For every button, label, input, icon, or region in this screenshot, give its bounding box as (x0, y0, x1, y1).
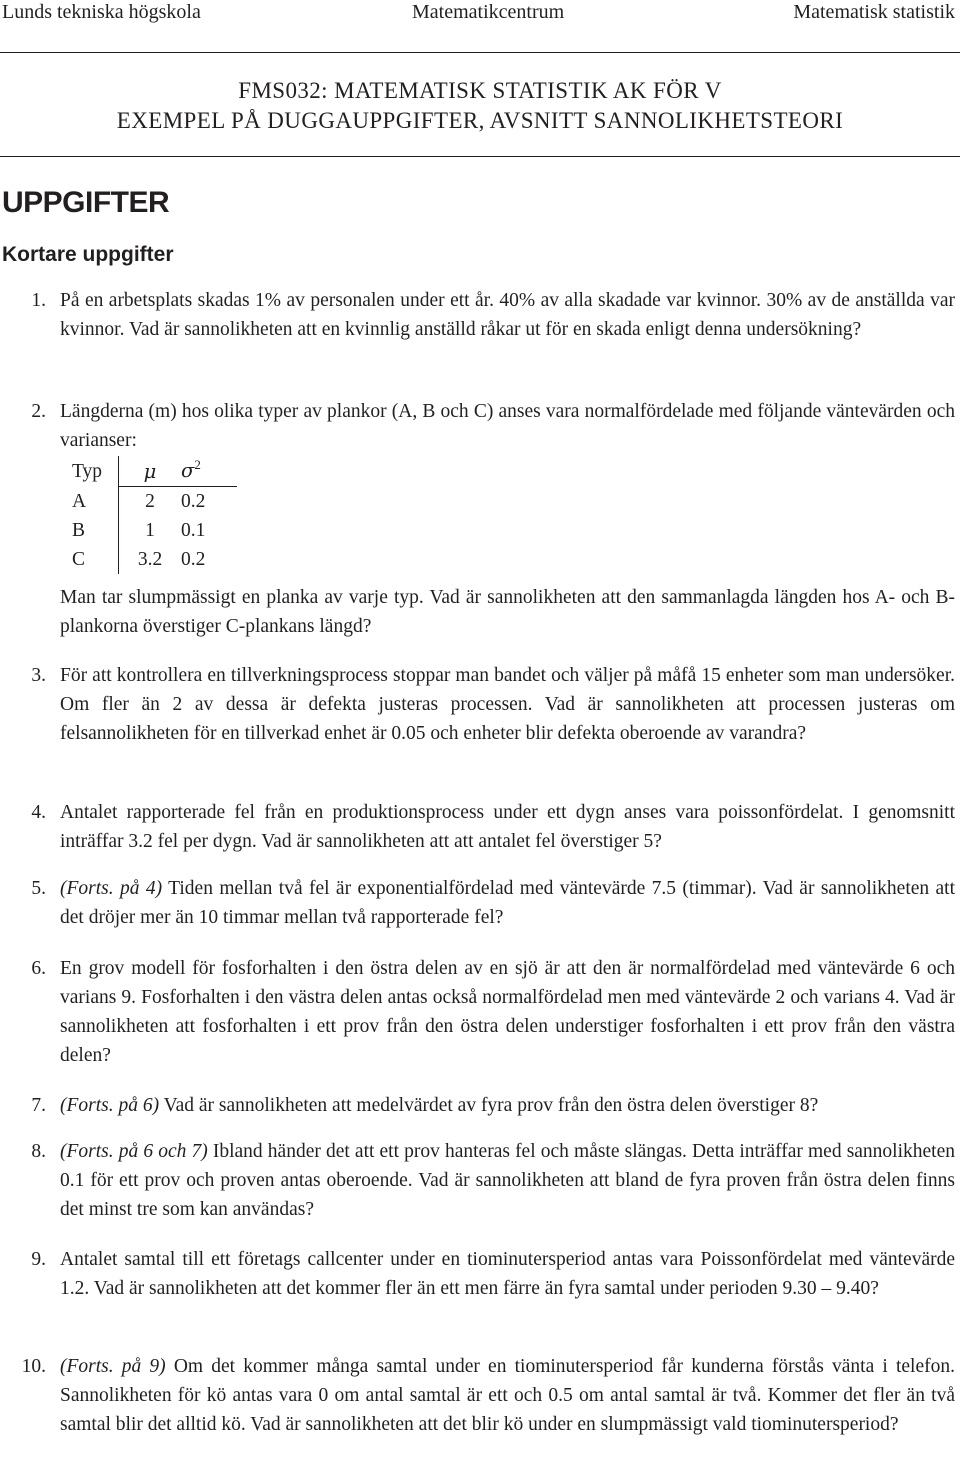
parameter-table (72, 456, 237, 574)
problem-number: 3. (31, 665, 46, 686)
continuation-note: (Forts. på 6 och 7) (60, 1141, 208, 1162)
problem-text: Längderna (m) hos olika typer av plankor (A, B och C) anses vara normalfördelade med följande väntevärden och varianser: (60, 401, 955, 451)
continuation-note: (Forts. på 4) (60, 878, 163, 899)
section-heading: UPPGIFTER (2, 186, 170, 219)
problem-number: 7. (31, 1095, 46, 1116)
problem-number: 2. (31, 401, 46, 422)
problem-text (60, 874, 955, 932)
continuation-note: (Forts. på 9) (60, 1356, 166, 1377)
problem-text: Antalet rapporterade fel från en produktionsprocess under ett dygn anses vara poissonfördelat. I genomsnitt inträffar 3.2 fel per dygn. Vad är sannolikheten att att antalet fel överstiger 5? (60, 802, 955, 852)
table-row (72, 487, 237, 517)
subsection-heading: Kortare uppgifter (2, 243, 174, 266)
table-header-cell: Typ (72, 456, 119, 487)
problem-number: 6. (31, 958, 46, 979)
problem-text (60, 1352, 955, 1439)
superscript: 2 (194, 457, 201, 472)
problem-text (60, 1137, 955, 1224)
header-institution: Lunds tekniska högskola (2, 1, 201, 23)
table-cell: B (72, 516, 119, 545)
problem-number: 10. (21, 1356, 46, 1377)
header-department: Matematikcentrum (412, 1, 565, 23)
table-cell: A (72, 487, 119, 517)
problem-body: Ibland händer det att ett prov hanteras fel och måste slängas. Detta inträffar med sannolikheten 0.1 för ett prov och proven antas oberoende. Vad är sannolikheten att bland de fyra proven från östra delen finns det minst tre som kan användas? (60, 1141, 955, 1220)
table-cell: 2 (145, 491, 155, 512)
document-subtitle: EXEMPEL PÅ DUGGAUPPGIFTER, AVSNITT SANNOLIKHETSTEORI (116, 108, 844, 133)
problem-number: 9. (31, 1249, 46, 1270)
problem-text-continued: Man tar slumpmässigt en planka av varje typ. Vad är sannolikheten att den sammanlagda längden hos A- och B-plankorna överstiger C-plankans längd? (60, 587, 955, 637)
problem-text: Antalet samtal till ett företags callcenter under en tiominutersperiod antas vara Poissonfördelat med väntevärde 1.2. Vad är sannolikheten att det kommer fler än ett men färre än fyra samtal under perioden 9.30 – 9.40? (60, 1249, 955, 1299)
problem-body: Om det kommer många samtal under en tiominutersperiod får kunderna förstås vänta i telefon. Sannolikheten för kö antas vara 0 om antal samtal är ett och 0.5 om antal samtal är två. Kommer det fler än två samtal blir det alltid kö. Vad är sannolikheten att det blir kö under en slumpmässigt vald tiominutersperiod? (60, 1356, 955, 1435)
table-header-row (72, 456, 237, 487)
sigma-symbol: σ (181, 459, 195, 482)
header-division: Matematisk statistik (793, 1, 955, 23)
problem-text (60, 1091, 955, 1120)
table-cell: 0.2 (181, 491, 206, 512)
table-cell: 1 (145, 520, 155, 541)
table-row (72, 545, 237, 574)
table-cell: 0.2 (181, 549, 206, 570)
problem-body: Vad är sannolikheten att medelvärdet av fyra prov från den östra delen överstiger 8? (159, 1095, 819, 1116)
title-rule (0, 156, 960, 157)
problem-number: 4. (31, 802, 46, 823)
document-title: FMS032: MATEMATISK STATISTIK AK FÖR V (238, 78, 722, 103)
problem-text: För att kontrollera en tillverkningsprocess stoppar man bandet och väljer på måfå 15 enheter som man undersöker. Om fler än 2 av dessa är defekta justeras processen. Vad är sannolikheten att processen justeras om felsannolikheten för en tillverkad enhet är 0.05 och enheter blir defekta oberoende av varandra? (60, 665, 955, 744)
table-header-cell: μ (119, 456, 182, 487)
problem-number: 5. (31, 878, 46, 899)
table-row (72, 516, 237, 545)
problem-number: 8. (31, 1141, 46, 1162)
problem-text: På en arbetsplats skadas 1% av personalen under ett år. 40% av alla skadade var kvinnor. 30% av de anställda var kvinnor. Vad är sannolikheten att en kvinnlig anställd råkar ut för en skada enligt denna undersökning? (60, 290, 955, 340)
problem-body: Tiden mellan två fel är exponentialfördelad med väntevärde 7.5 (timmar). Vad är sannolikheten att det dröjer mer än 10 timmar mellan två rapporterade fel? (60, 878, 956, 928)
table-cell: 3.2 (137, 549, 163, 570)
table-cell: 0.1 (181, 520, 206, 541)
continuation-note: (Forts. på 6) (60, 1095, 160, 1116)
header-rule (0, 52, 960, 53)
problem-text: En grov modell för fosforhalten i den östra delen av en sjö är att den är normalfördelad med väntevärde 6 och varians 9. Fosforhalten i den västra delen antas också normalfördelad men med väntevärde 2 och varians 4. Vad är sannolikheten att fosforhalten i ett prov från den östra delen understiger fosforhalten i ett prov från den västra delen? (60, 958, 955, 1066)
problem-number: 1. (31, 290, 46, 311)
table-header-cell (181, 456, 237, 487)
table-cell: C (72, 545, 119, 574)
